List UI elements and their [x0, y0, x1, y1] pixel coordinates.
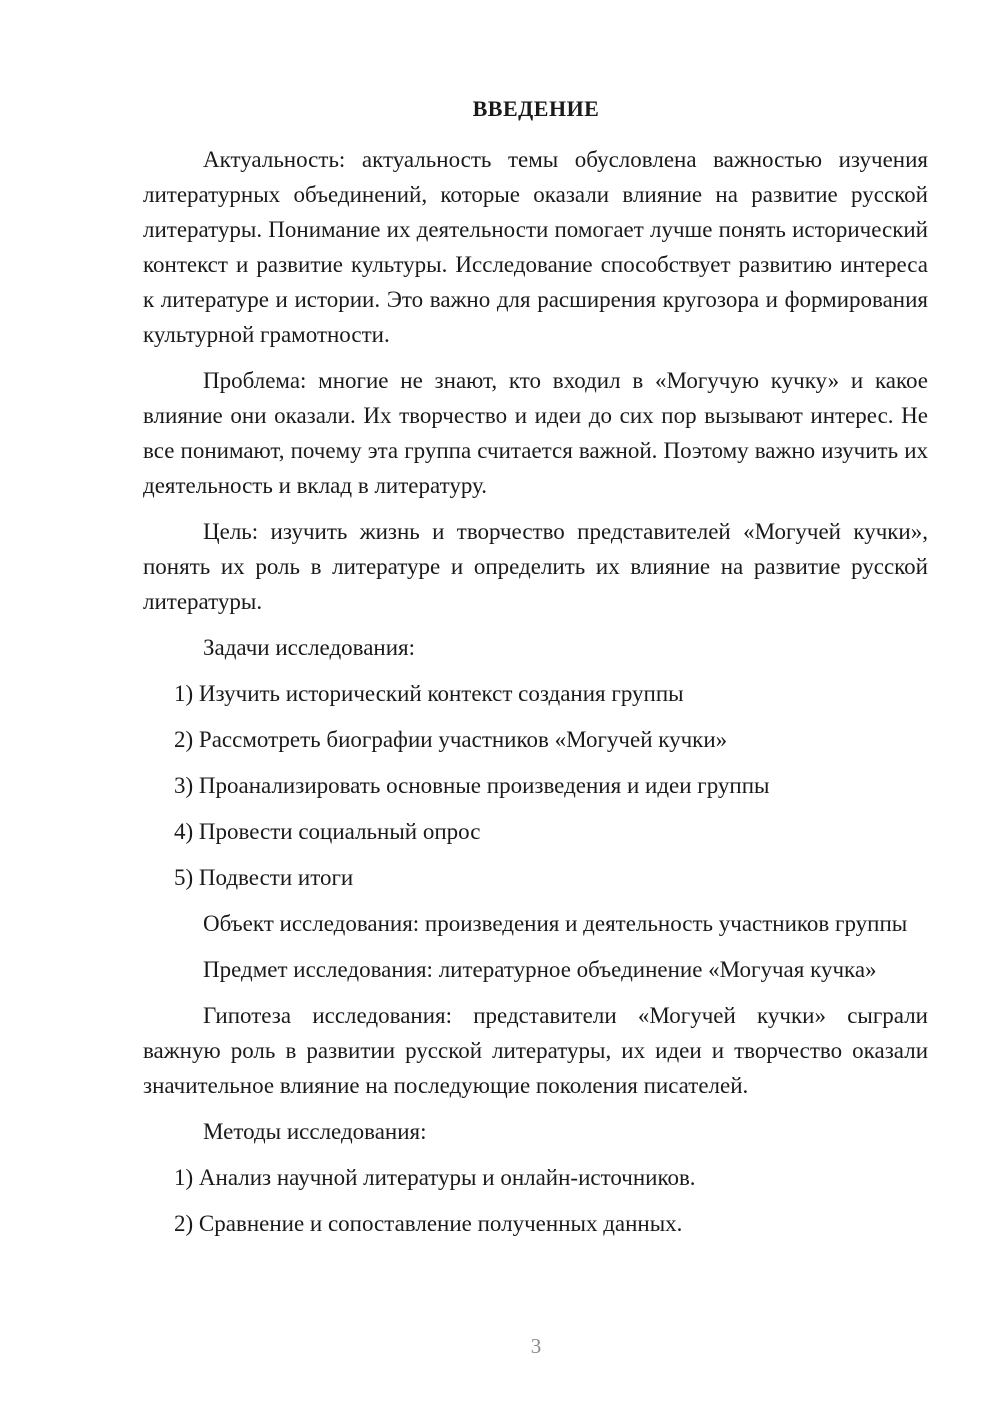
subject-paragraph: Предмет исследования: литературное объединение «Могучая кучка» [203, 957, 877, 982]
document-body [143, 142, 928, 1252]
section-heading: ВВЕДЕНИЕ [472, 96, 600, 121]
object-paragraph: Объект исследования: произведения и деятельность участников группы [203, 911, 908, 936]
goal-paragraph: Цель: изучить жизнь и творчество представителей «Могучей кучки», понять их роль в литературе и определить их влияние на развитие русской литературы. [143, 519, 928, 614]
problem-paragraph: Проблема: многие не знают, кто входил в «Могучую кучку» и какое влияние они оказали. Их творчество и идеи до сих пор вызывают интерес. Не все понимают, почему эта группа считается важной. Поэтому важно изучить их деятельность и вклад в литературу. [143, 368, 928, 498]
task-item: 1) Изучить исторический контекст создания группы [174, 681, 684, 706]
hypothesis-paragraph: Гипотеза исследования: представители «Могучей кучки» сыграли важную роль в развитии русской литературы, их идеи и творчество оказали значительное влияние на последующие поколения писателей. [143, 1003, 928, 1098]
method-item: 1) Анализ научной литературы и онлайн-источников. [174, 1165, 696, 1190]
task-item: 3) Проанализировать основные произведения и идеи группы [174, 773, 770, 798]
methods-heading: Методы исследования: [203, 1119, 427, 1144]
task-item: 5) Подвести итоги [174, 865, 354, 890]
task-item: 2) Рассмотреть биографии участников «Могучей кучки» [174, 727, 728, 752]
task-item: 4) Провести социальный опрос [174, 819, 481, 844]
method-item: 2) Сравнение и сопоставление полученных данных. [174, 1211, 683, 1236]
relevance-paragraph: Актуальность: актуальность темы обусловлена важностью изучения литературных объединений, которые оказали влияние на развитие русской литературы. Понимание их деятельности помогает лучше понять исторический контекст и развитие культуры. Исследование способствует развитию интереса к литературе и истории. Это важно для расширения кругозора и формирования культурной грамотности. [143, 147, 928, 347]
tasks-heading: Задачи исследования: [203, 635, 416, 660]
page-number: 3 [530, 1334, 542, 1358]
